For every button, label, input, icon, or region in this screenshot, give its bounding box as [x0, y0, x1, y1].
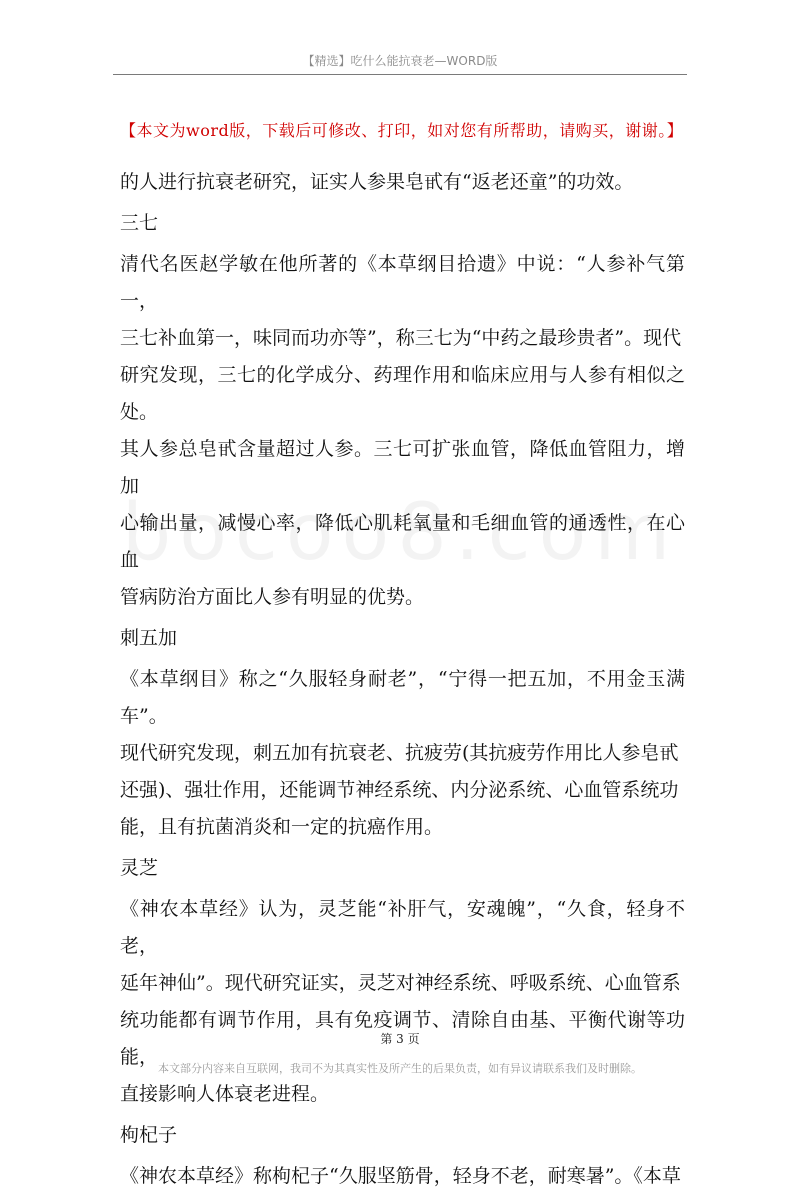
page-number: 第 3 页	[380, 1032, 420, 1046]
footer-disclaimer: 本文部分内容来自互联网，我司不为其真实性及所产生的后果负责，如有异议请联系我们及时删除。	[158, 1062, 642, 1075]
section-sanqi	[120, 205, 685, 616]
document-header: 【精选】吃什么能抗衰老—WORD版	[302, 54, 498, 68]
paragraph-line: 研究发现，三七的化学成分、药理作用和临床应用与人参有相似之处。	[120, 364, 685, 423]
paragraph-line: 现代研究发现，刺五加有抗衰老、抗疲劳(其抗疲劳作用比人参皂甙	[120, 742, 679, 764]
section-ciwujia	[120, 620, 685, 846]
section-gouqizi	[120, 1117, 685, 1195]
section-heading: 三七	[120, 212, 159, 234]
header-divider	[113, 74, 687, 75]
section-heading: 灵芝	[120, 857, 159, 879]
paragraph-line: 统功能都有调节作用，具有免疫调节、清除自由基、平衡代谢等功能，	[120, 1009, 685, 1068]
section-heading: 刺五加	[120, 627, 178, 649]
paragraph-line: 能，且有抗菌消炎和一定的抗癌作用。	[120, 816, 444, 838]
section-heading: 枸杞子	[120, 1124, 178, 1146]
paragraph-line: 《神农本草经》称枸杞子“久服坚筋骨，轻身不老，耐寒暑”。《本草	[120, 1165, 681, 1187]
paragraph-line: 其人参总皂甙含量超过人参。三七可扩张血管，降低血管阻力，增加	[120, 438, 685, 497]
paragraph-line: 三七补血第一，味同而功亦等”，称三七为“中药之最珍贵者”。现代	[120, 327, 682, 349]
paragraph-line: 《本草纲目》称之“久服轻身耐老”，“宁得一把五加，不用金玉满车”。	[120, 668, 685, 727]
paragraph-line: 直接影响人体衰老进程。	[120, 1083, 330, 1105]
intro-paragraph: 的人进行抗衰老研究，证实人参果皂甙有“返老还童”的功效。	[120, 171, 634, 193]
paragraph-line: 延年神仙”。现代研究证实，灵芝对神经系统、呼吸系统、心血管系	[120, 972, 681, 994]
paragraph-line: 《神农本草经》认为，灵芝能“补肝气，安魂魄”，“久食，轻身不老，	[120, 898, 685, 957]
paragraph-line: 清代名医赵学敏在他所著的《本草纲目拾遗》中说：“人参补气第一，	[120, 253, 685, 312]
paragraph-line: 管病防治方面比人参有明显的优势。	[120, 586, 425, 608]
paragraph-line: 心输出量，减慢心率，降低心肌耗氧量和毛细血管的通透性，在心血	[120, 512, 685, 571]
paragraph-line: 还强)、强壮作用，还能调节神经系统、内分泌系统、心血管系统功	[120, 779, 679, 801]
download-notice: 【本文为word版，下载后可修改、打印，如对您有所帮助，请购买，谢谢。】	[120, 121, 684, 140]
